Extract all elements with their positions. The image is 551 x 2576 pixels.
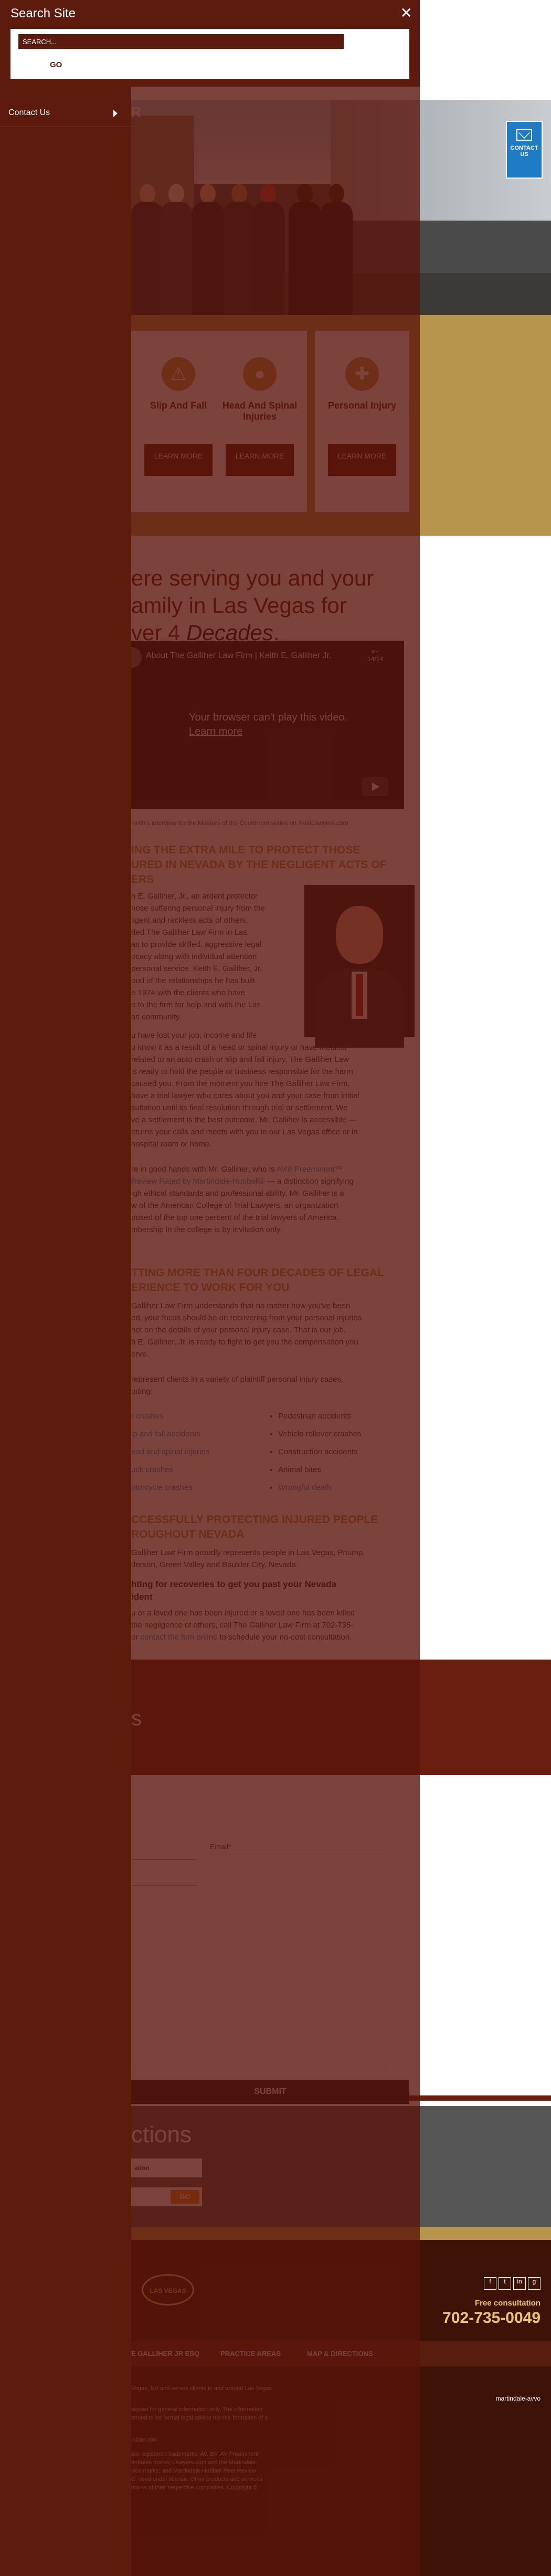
close-icon[interactable]: ✕ xyxy=(400,5,412,21)
mobile-menu-panel xyxy=(0,0,131,2576)
free-consultation-label: Free consultation xyxy=(474,2299,541,2308)
martindale-logo[interactable]: martindale-avvo xyxy=(495,2395,541,2402)
facebook-icon[interactable]: f xyxy=(484,2277,496,2290)
phone-number[interactable]: 702-735-0049 xyxy=(442,2309,541,2327)
envelope-icon xyxy=(516,129,532,141)
search-box xyxy=(10,29,409,79)
search-panel xyxy=(0,0,420,87)
twitter-icon[interactable]: t xyxy=(499,2277,511,2290)
search-go-button[interactable]: GO xyxy=(50,60,62,69)
linkedin-icon[interactable]: in xyxy=(513,2277,526,2290)
search-input[interactable] xyxy=(18,34,344,49)
social-links xyxy=(482,2277,541,2289)
search-title: Search Site xyxy=(10,6,76,20)
contact-us-tab[interactable]: CONTACT US xyxy=(506,121,543,179)
chevron-right-icon xyxy=(113,110,118,117)
menu-item-contact-us[interactable] xyxy=(0,101,131,127)
menu-item-label: Contact Us xyxy=(8,108,50,117)
google-icon[interactable]: g xyxy=(528,2277,541,2290)
